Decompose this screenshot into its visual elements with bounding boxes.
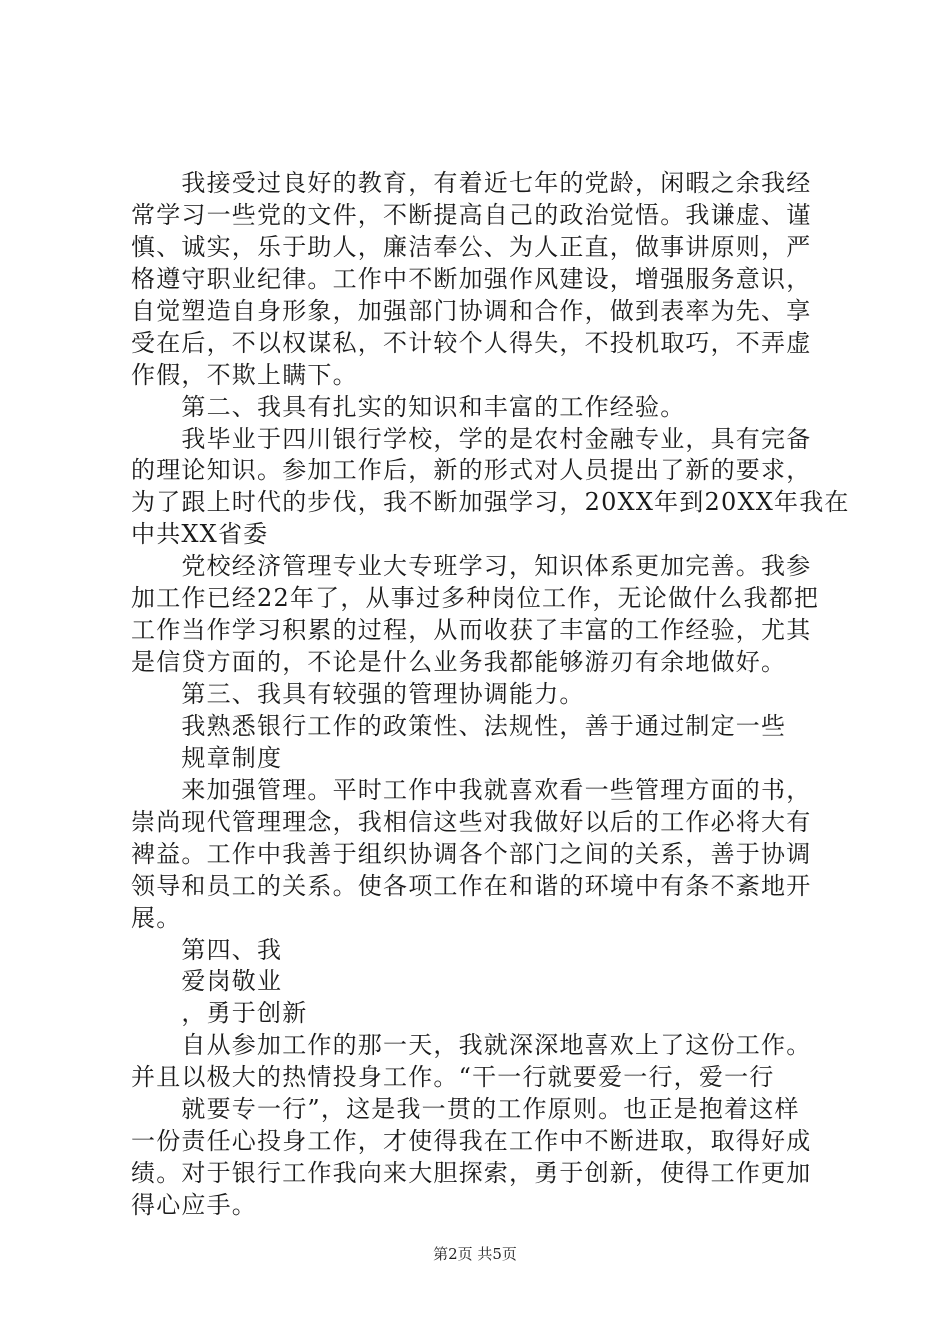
text-line: 爱岗敬业 — [131, 967, 283, 996]
text-line: 是信贷方面的，不论是什么业务我都能够游刃有余地做好。 — [131, 648, 787, 677]
text-line: 并且以极大的热情投身工作。“干一行就要爱一行，爱一行 — [131, 1063, 775, 1092]
text-line: 受在后，不以权谋私，不计较个人得失，不投机取巧，不弄虚 — [131, 328, 812, 357]
text-line: 为了跟上时代的步伐，我不断加强学习，20XX年到20XX年我在 — [131, 488, 850, 517]
text-line: 展。 — [131, 903, 182, 932]
text-line: 加工作已经22年了，从事过多种岗位工作，无论做什么我都把 — [131, 584, 820, 613]
text-line: 来加强管理。平时工作中我就喜欢看一些管理方面的书， — [131, 775, 812, 804]
text-line: 的理论知识。参加工作后，新的形式对人员提出了新的要求， — [131, 456, 812, 485]
text-line: 中共XX省委 — [131, 520, 269, 549]
section-heading: 第三、我具有较强的管理协调能力。 — [131, 680, 585, 708]
text-line: 慎、诚实，乐于助人，廉洁奉公、为人正直，做事讲原则，严 — [131, 232, 812, 261]
text-line: 党校经济管理专业大专班学习，知识体系更加完善。我参 — [131, 552, 812, 581]
text-line: 规章制度 — [131, 743, 283, 772]
text-line: 我接受过良好的教育，有着近七年的党龄，闲暇之余我经 — [131, 169, 812, 197]
text-line: 我毕业于四川银行学校，学的是农村金融专业，具有完备 — [131, 424, 812, 453]
page-number: 第2页 共5页 — [433, 1245, 517, 1263]
text-line: 工作当作学习积累的过程，从而收获了丰富的工作经验，尤其 — [131, 616, 812, 645]
text-line: 得心应手。 — [131, 1191, 257, 1219]
text-line: 我熟悉银行工作的政策性、法规性，善于通过制定一些 — [131, 711, 787, 740]
text-line: 绩。对于银行工作我向来大胆探索，勇于创新，使得工作更加 — [131, 1159, 812, 1188]
text-line: 裨益。工作中我善于组织协调各个部门之间的关系，善于协调 — [131, 839, 812, 868]
section-heading: 第二、我具有扎实的知识和丰富的工作经验。 — [131, 392, 686, 421]
text-line: 就要专一行”，这是我一贯的工作原则。也正是抱着这样 — [131, 1095, 800, 1124]
text-line: 自觉塑造自身形象，加强部门协调和合作，做到表率为先、享 — [131, 296, 812, 325]
text-line: 领导和员工的关系。使各项工作在和谐的环境中有条不紊地开 — [131, 871, 812, 900]
text-line: 常学习一些党的文件，不断提高自己的政治觉悟。我谦虚、谨 — [131, 200, 812, 229]
text-line: 格遵守职业纪律。工作中不断加强作风建设，增强服务意识， — [131, 264, 812, 293]
text-line: 崇尚现代管理理念，我相信这些对我做好以后的工作必将大有 — [131, 807, 812, 836]
text-line: 自从参加工作的那一天，我就深深地喜欢上了这份工作。 — [131, 1031, 812, 1060]
section-heading: 第四、我 — [131, 935, 283, 964]
text-line: 作假，不欺上瞒下。 — [131, 360, 358, 389]
text-line: ，勇于创新 — [131, 999, 308, 1028]
text-line: 一份责任心投身工作，才使得我在工作中不断进取，取得好成 — [131, 1127, 812, 1156]
